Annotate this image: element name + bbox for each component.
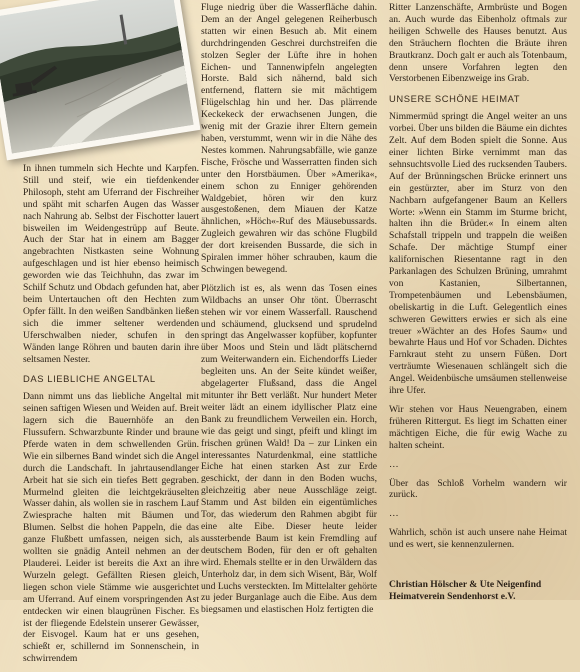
section-heading: UNSERE SCHÖNE HEIMAT — [389, 93, 521, 105]
signature-block — [389, 579, 567, 603]
paragraph: Fluge niedrig über die Wasserfläche dahin. Dem an der Angel gelegenen Reiherbusch statten wir einen Besuch ab. Mit einem durchdringenden Geschrei durchstreifen die stolzen Segler der Lüfte ihre in hohen Eichen- und Tannenwipfeln angelegten Horste. Bald sich nähernd, bald sich entfernend, flattern sie mit mächtigem Flügelschlag hin und her. Das plärrende Keckekeck der erwachsenen Jungen, die wenig mit der Grazie ihrer Eltern gemein haben, verstummt, wenn wir in die Nähe des Nestes kommen. Nahrungsabfälle, wie ganze Fische, Frösche und Wasserratten finden sich unter den Horstbäumen. Über »Amerika«, einem schon zu Enniger gehörenden Waldgebiet, hören wir den kurz ausgestoßenen, dem Miauen der Katze ähnlichen, »Höch«-Ruf des Mäusebussards. Zugleich gewahren wir das schöne Flugbild der dort kreisenden Bussarde, die sich in Spiralen immer höher schrauben, kaum die Schwingen bewegend. — [201, 2, 377, 275]
paragraph: Wir stehen vor Haus Neuengraben, einem früheren Rittergut. Es liegt im Schatten einer mächtigen Eiche, die für ewig Wache zu halten scheint. — [389, 404, 567, 451]
paragraph: Nimmermüd springt die Angel weiter an uns vorbei. Über uns bilden die Bäume ein dichtes Zelt. Auf dem Boden spielt die Sonne. Aus einer lichten Birke vernimmt man das sehnsuchtsvolle Lied des rucksenden Taubers. Auf der Brünningschen Brücke erinnert uns ein gestürzter, aber im Sturz von den Nachbarn aufgefangener Baum an Kellers Worte: »Wenn ein Stamm im Sturme bricht, halten ihn die Brüder.« In einem alten Schafstall trippeln und trappeln die weißen Schafe. Der mächtige Stumpf einer kalifornischen Riesentanne ragt in den Parkanlagen des Schulzen Brüning, umrahmt von Kastanien, Silbertannen, Trompetenbäumen und Lebensbäumen, obeliskartig in die Luft. Gelegentlich eines schweren Gewitters erwies er sich als eine treuer »Wächter an des Hofes Saum« und bewahrte Haus und Hof vor Schaden. Dichtes Farnkraut steht zu unsern Füßen. Dort verträumte Wiesenauen schlängelt sich die Angel. Weidenbüsche umsäumen stellenweise ihre Ufer. — [389, 111, 567, 397]
ellipsis: … — [389, 458, 399, 470]
historic-photo — [0, 0, 201, 160]
text-column-1 — [23, 163, 199, 672]
paragraph: Wahrlich, schön ist auch unsere nahe Heimat und es wert, sie kennenzulernen. — [389, 527, 567, 551]
paragraph: Plötzlich ist es, als wenn das Tosen eines Wildbachs an unser Ohr tönt. Überrascht stehen wir vor einem Wasserfall. Rauschend und schäumend, glucksend und sprudelnd springt das Angelwasser kopfüber, kopfunter über Moos und Stein und lädt plätschernd zum Weiterwandern ein. Eichendorffs Lieder begleiten uns. An der Seite kündet weißer, abgelagerter Flußsand, dass die Angel mitunter ihr Bett verläßt. Nur hundert Meter weiter lädt an einem idyllischer Platz eine Bank zu freundlichem Verweilen ein. Horch, wie das geigt und singt, pfeift und klingt im frischen grünen Wald! Da – zur Linken ein interessantes Naturdenkmal, eine stattliche Eiche hat einen starken Ast zur Erde geschickt, der dann in den Boden wuchs, gleichzeitig aber neue Ausschläge zeigt. Stamm und Ast bilden ein eigentümliches Tor, das wiederum den Rahmen abgibt für eine alte Eibe. Dieser heute leider aussterbende Baum ist kein Fremdling auf deutschem Boden, für den er oft gehalten wird. Ehemals stellte er in den Urwäldern das Unterholz dar, in dem sich Wisent, Bär, Wolf und Luchs versteckten. Im Mittelalter gehörte zu jeder Burganlage auch die Eibe. Aus dem biegsamen und elastischen Holz fertigten die — [201, 282, 377, 616]
excavator-landscape-icon — [0, 0, 194, 154]
paragraph: In ihnen tummeln sich Hechte und Karpfen. Still und steif, wie ein tiefdenkender Philosoph, steht am Uferrand der Fischreiher und späht mit scharfen Augen das Wasser nach Nahrung ab. Selbst der Fischotter lauert bisweilen im Weidengestrüpp auf Beute. Auch der Star hat in einem am Bagger angebrachten Nistkasten seine Wohnung aufgeschlagen und ist hier ebenso heimisch geworden wie das Teichhuhn, das zwar im Schilf Schutz und Obdach gefunden hat, aber beim Untertauchen oft den Hechten zum Opfer fällt. In den weißen Sandbänken ließen sich die immer seltener werdenden Uferschwalben nieder, schufen in den Wänden lange Röhren und bauten darin ihre seltsamen Nester. — [23, 163, 199, 365]
text-column-3 — [389, 2, 567, 603]
text-column-2 — [201, 2, 377, 623]
organization-name: Heimatverein Sendenhorst e.V. — [389, 591, 516, 603]
author-names: Christian Hölscher & Ute Neigenfind — [389, 579, 542, 591]
paragraph: Ritter Lanzenschäfte, Armbrüste und Bogen an. Auch wurde das Eibenholz oftmals zur heiligen Schwelle des Hauses benutzt. Aus den Sträuchern flochten die Bräute ihren Brautkranz. Doch galt er auch als Totenbaum, denn unsere Vorfahren legten den Verstorbenen Eibenzweige ins Grab. — [389, 2, 567, 85]
paragraph: Dann nimmt uns das liebliche Angeltal mit seinen saftigen Wiesen und Weiden auf. Breit lagern sich die Bauernhöfe an den Flussufern. Schwarzbunte Rinder und braune Pferde waten in dem schwellenden Grün. Wie ein silbernes Band windet sich die Angel durch die Landschaft. In jahrtausendlanger Arbeit hat sie sich ein tiefes Bett gegraben. Murmelnd gleiten die leichtgekräuselten Wasser dahin, als wollen sie in raschem Lauf Zwiesprache halten mit Bäumen und Blumen. Selbst die hohen Pappeln, die das ganze Flußbett umfassen, neigen sich, als wollten sie gnädig Anteil nehmen an der Plauderei. Leider ist bereits die Axt an ihre Wurzeln gelegt. Gefällten Riesen gleich, liegen schon viele Stämme wie ausgerichtet am Uferrand. Auf einem vorspringenden Ast entdecken wir einen blaugrünen Fischer. Es ist der fliegende Edelstein unserer Gewässer, der Eisvogel. Kaum hat er uns gesehen, schießt er, schillernd im Sonnenschein, in schwirrendem — [23, 391, 199, 665]
ellipsis: … — [389, 508, 399, 520]
section-heading: DAS LIEBLICHE ANGELTAL — [23, 373, 156, 385]
paragraph: Über das Schloß Vorhelm wandern wir zurück. — [389, 477, 567, 501]
